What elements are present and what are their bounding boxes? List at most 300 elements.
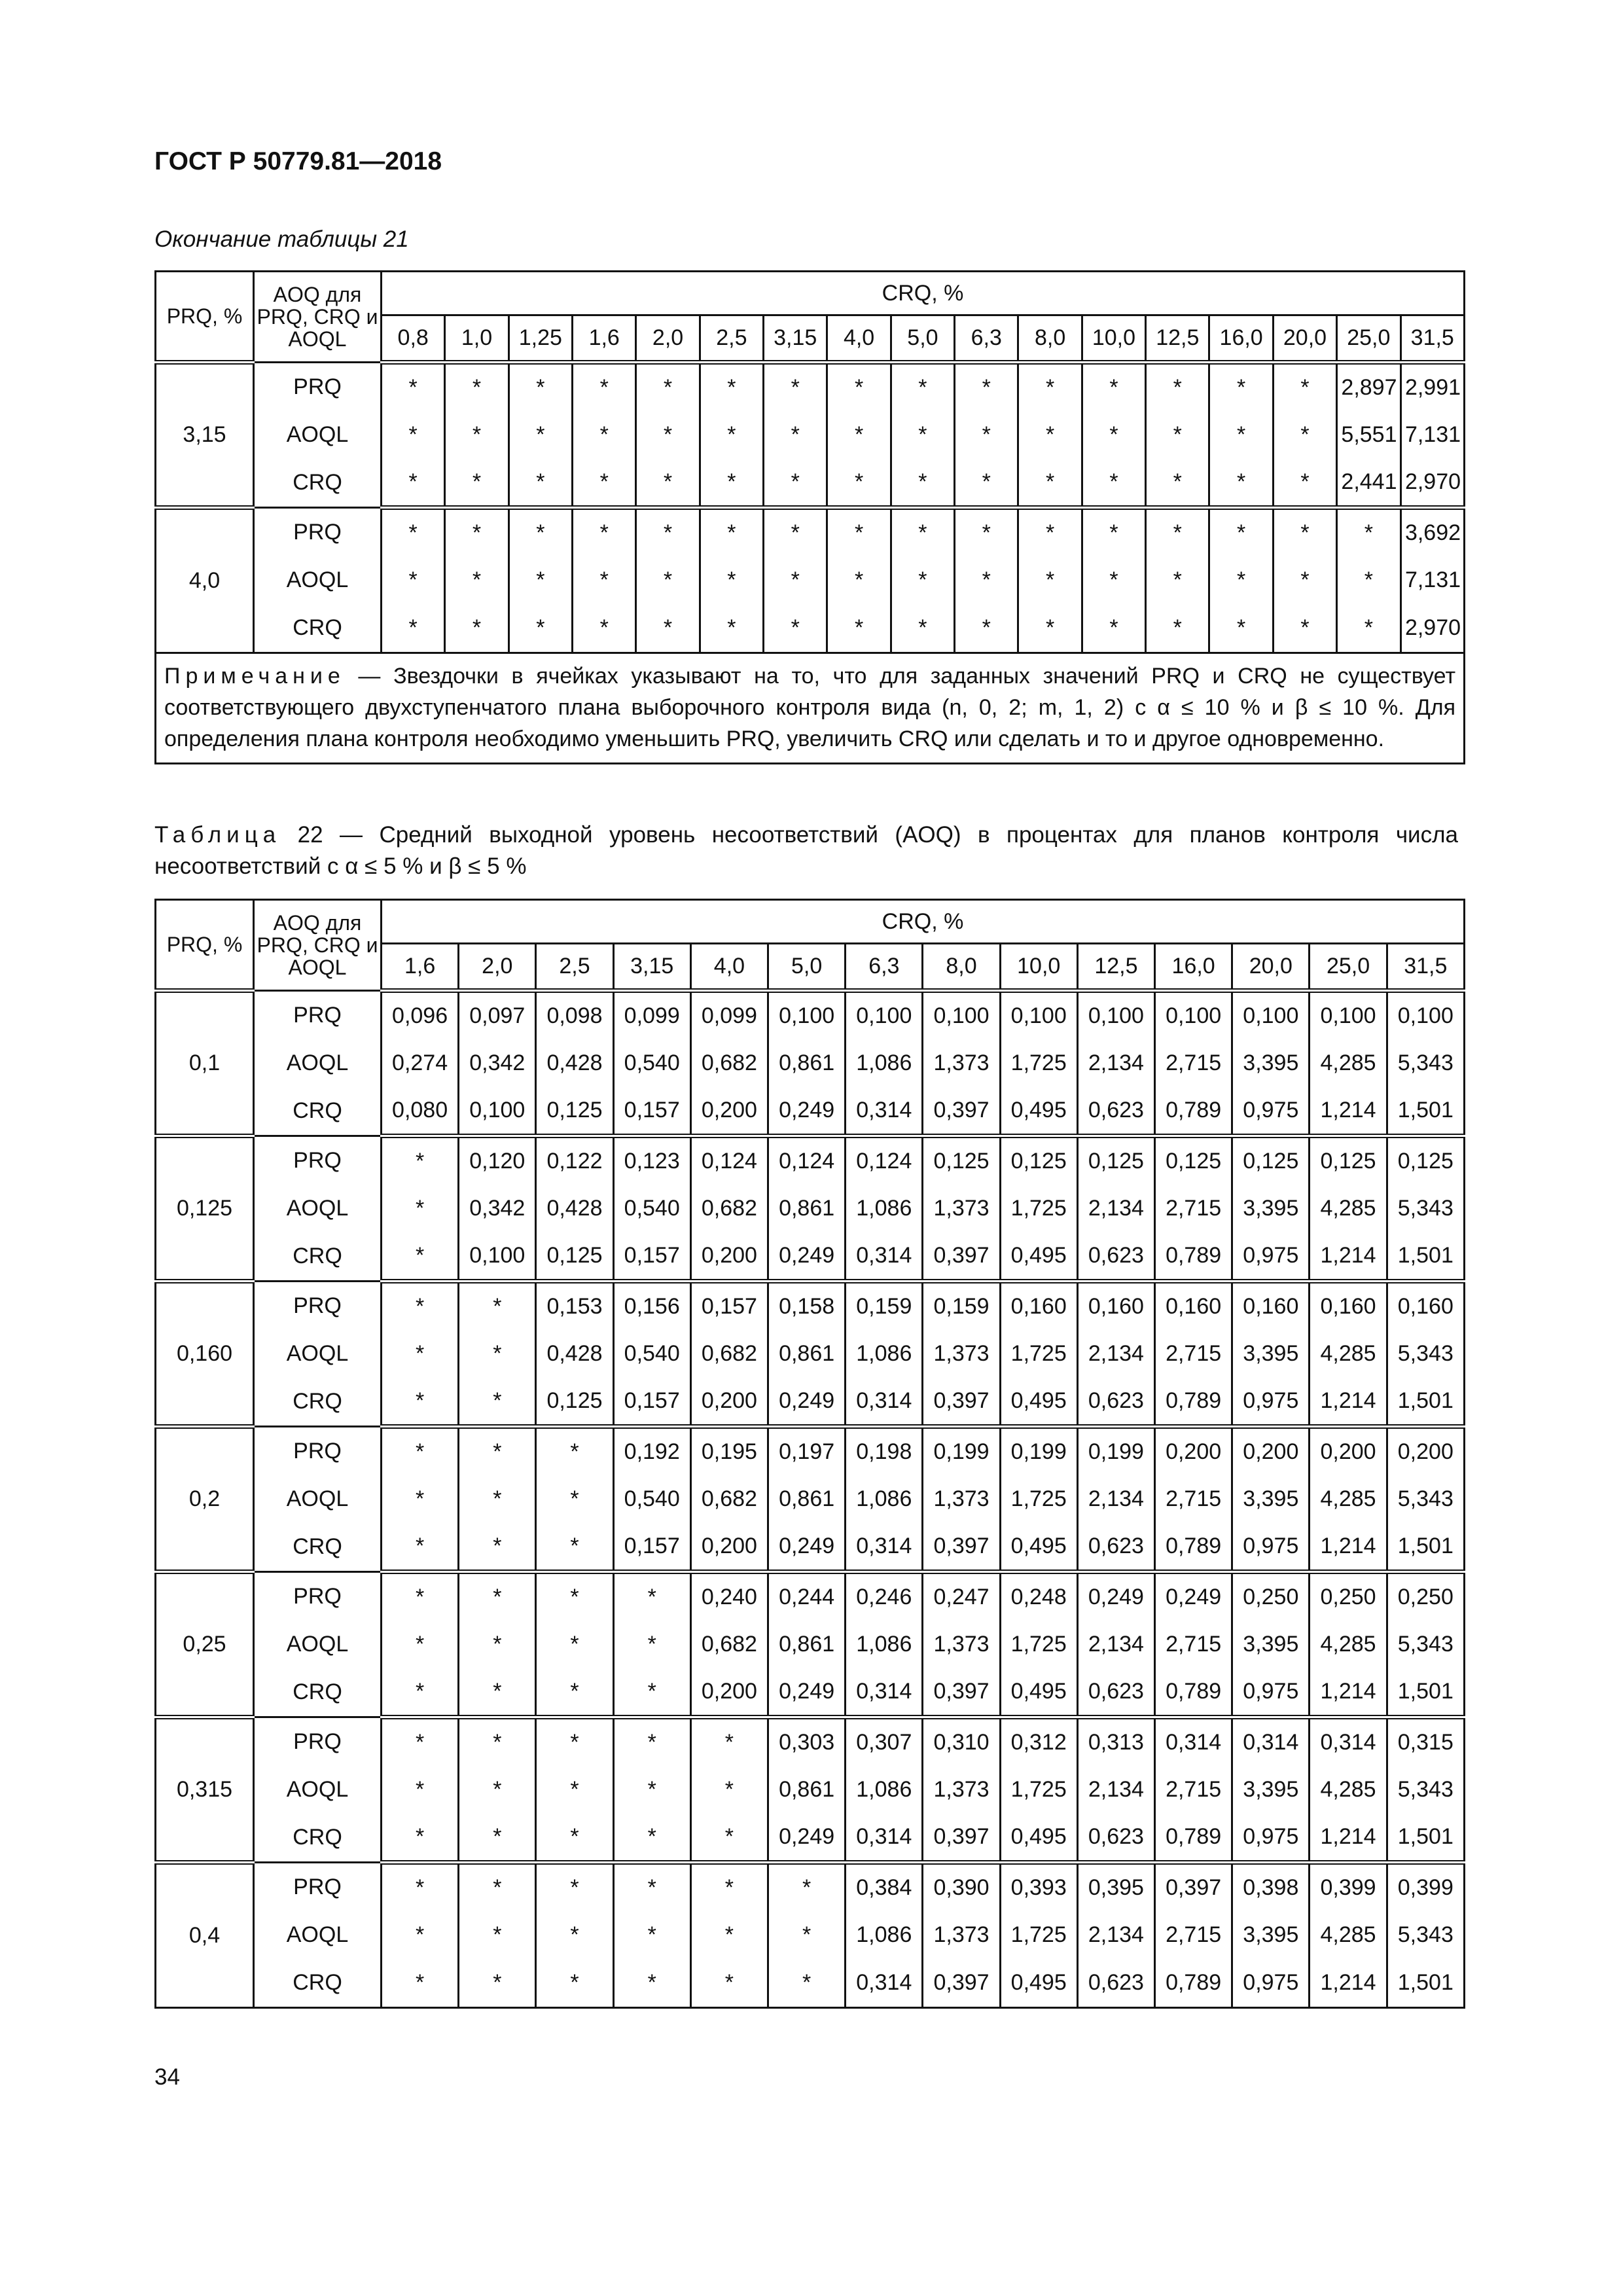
row-label: CRQ xyxy=(254,1378,382,1427)
data-cell: 0,249 xyxy=(768,1814,846,1863)
data-cell: 0,192 xyxy=(613,1427,690,1475)
data-cell: 0,100 xyxy=(1077,991,1154,1039)
table-row xyxy=(156,1378,1465,1427)
data-cell: * xyxy=(459,1572,536,1621)
note-row xyxy=(156,653,1465,764)
data-cell: 1,725 xyxy=(1000,1039,1077,1088)
data-cell: * xyxy=(1018,605,1082,653)
data-cell: * xyxy=(690,1911,768,1960)
data-cell: * xyxy=(1273,508,1336,556)
data-cell: 0,495 xyxy=(1000,1233,1077,1282)
data-cell: 1,086 xyxy=(846,1621,923,1669)
data-cell: 0,246 xyxy=(846,1572,923,1621)
header-crq-value: 12,5 xyxy=(1077,944,1154,991)
row-label: CRQ xyxy=(254,1524,382,1572)
data-cell: 0,100 xyxy=(459,1233,536,1282)
data-cell: * xyxy=(1018,363,1082,411)
data-cell: 0,124 xyxy=(690,1136,768,1185)
header-row xyxy=(156,900,1465,944)
data-cell: 5,343 xyxy=(1387,1330,1464,1378)
data-cell: 0,249 xyxy=(1077,1572,1154,1621)
header-crq-value: 4,0 xyxy=(690,944,768,991)
data-cell: 0,100 xyxy=(1155,991,1232,1039)
row-label: AOQL xyxy=(254,1766,382,1814)
data-cell: 0,125 xyxy=(1232,1136,1310,1185)
data-cell: * xyxy=(536,1669,613,1717)
data-cell: 2,715 xyxy=(1155,1621,1232,1669)
data-cell: * xyxy=(613,1766,690,1814)
data-cell: 3,395 xyxy=(1232,1475,1310,1524)
table-row xyxy=(156,1427,1465,1475)
prq-group-value: 0,315 xyxy=(156,1717,254,1863)
data-cell: 1,086 xyxy=(846,1039,923,1088)
data-cell: 0,160 xyxy=(1387,1282,1464,1330)
data-cell: 4,285 xyxy=(1310,1911,1387,1960)
data-cell: * xyxy=(1337,605,1400,653)
data-cell: 0,249 xyxy=(1155,1572,1232,1621)
data-cell: 0,249 xyxy=(768,1524,846,1572)
data-cell: * xyxy=(613,1960,690,2008)
data-cell: 0,314 xyxy=(846,1088,923,1136)
data-cell: * xyxy=(700,508,763,556)
data-cell: 0,623 xyxy=(1077,1233,1154,1282)
data-cell: 0,096 xyxy=(382,991,459,1039)
data-cell: * xyxy=(459,1766,536,1814)
table-row xyxy=(156,1475,1465,1524)
header-crq-value: 16,0 xyxy=(1155,944,1232,991)
data-cell: * xyxy=(536,1475,613,1524)
data-cell: * xyxy=(1209,459,1273,508)
data-cell: * xyxy=(573,459,636,508)
table-row xyxy=(156,363,1465,411)
data-cell: 2,134 xyxy=(1077,1475,1154,1524)
row-label: AOQL xyxy=(254,1475,382,1524)
data-cell: * xyxy=(382,1475,459,1524)
data-cell: 0,098 xyxy=(536,991,613,1039)
data-cell: * xyxy=(955,459,1018,508)
row-label: PRQ xyxy=(254,1136,382,1185)
data-cell: 0,314 xyxy=(846,1814,923,1863)
data-cell: 0,397 xyxy=(923,1378,1000,1427)
note-text: — Звездочки в ячейках указывают на то, что для заданных значений PRQ и CRQ не существует соответствующего двухступенчатого плана выборочного контроля вида (n, 0, 2; m, 1, 2) с α ≤ 10 % и β ≤ 10 %. Для определения плана контроля необходимо уменьшить PRQ, увеличить CRQ или сделать и то и другое одновременно. xyxy=(164,664,1456,751)
data-cell: 1,214 xyxy=(1310,1669,1387,1717)
data-cell: 4,285 xyxy=(1310,1475,1387,1524)
data-cell: * xyxy=(891,363,954,411)
data-cell: * xyxy=(1082,556,1145,605)
data-cell: * xyxy=(1146,556,1209,605)
data-cell: * xyxy=(459,1378,536,1427)
data-cell: 0,975 xyxy=(1232,1669,1310,1717)
data-cell: * xyxy=(573,363,636,411)
data-cell: 0,975 xyxy=(1232,1378,1310,1427)
header-prq: PRQ, % xyxy=(156,900,254,991)
data-cell: 0,303 xyxy=(768,1717,846,1766)
data-cell: 0,200 xyxy=(1310,1427,1387,1475)
header-crq: CRQ, % xyxy=(382,900,1465,944)
data-cell: 2,897 xyxy=(1337,363,1400,411)
header-crq-value: 31,5 xyxy=(1400,315,1465,363)
data-cell: 0,100 xyxy=(459,1088,536,1136)
header-crq-value: 1,0 xyxy=(445,315,508,363)
data-cell: 0,244 xyxy=(768,1572,846,1621)
prq-group-value: 0,160 xyxy=(156,1282,254,1427)
data-cell: 0,156 xyxy=(613,1282,690,1330)
data-cell: * xyxy=(459,1669,536,1717)
table-row xyxy=(156,1572,1465,1621)
data-cell: * xyxy=(636,556,700,605)
data-cell: * xyxy=(1209,605,1273,653)
prq-group-value: 0,25 xyxy=(156,1572,254,1717)
data-cell: 0,428 xyxy=(536,1330,613,1378)
data-cell: 0,124 xyxy=(846,1136,923,1185)
table-row xyxy=(156,1088,1465,1136)
data-cell: 1,373 xyxy=(923,1039,1000,1088)
prq-group-value: 0,2 xyxy=(156,1427,254,1572)
data-cell: * xyxy=(613,1669,690,1717)
table-row xyxy=(156,1330,1465,1378)
table-row xyxy=(156,1524,1465,1572)
data-cell: 1,725 xyxy=(1000,1185,1077,1233)
data-cell: 0,975 xyxy=(1232,1814,1310,1863)
data-cell: 1,214 xyxy=(1310,1524,1387,1572)
data-cell: 0,247 xyxy=(923,1572,1000,1621)
data-cell: 0,160 xyxy=(1077,1282,1154,1330)
data-cell: 0,153 xyxy=(536,1282,613,1330)
data-cell: 0,682 xyxy=(690,1039,768,1088)
data-cell: * xyxy=(827,459,891,508)
data-cell: 1,725 xyxy=(1000,1911,1077,1960)
data-cell: * xyxy=(536,1621,613,1669)
data-cell: 4,285 xyxy=(1310,1185,1387,1233)
data-cell: 1,086 xyxy=(846,1330,923,1378)
data-cell: 0,250 xyxy=(1387,1572,1464,1621)
data-cell: 3,692 xyxy=(1400,508,1465,556)
header-crq-value: 1,25 xyxy=(508,315,572,363)
data-cell: * xyxy=(613,1717,690,1766)
data-cell: 3,395 xyxy=(1232,1039,1310,1088)
data-cell: 0,122 xyxy=(536,1136,613,1185)
data-cell: * xyxy=(382,1136,459,1185)
header-crq-value: 25,0 xyxy=(1310,944,1387,991)
header-crq-value: 8,0 xyxy=(923,944,1000,991)
data-cell: 0,540 xyxy=(613,1330,690,1378)
data-cell: * xyxy=(768,1960,846,2008)
data-cell: * xyxy=(382,1717,459,1766)
data-cell: 0,975 xyxy=(1232,1088,1310,1136)
data-cell: 0,100 xyxy=(1310,991,1387,1039)
data-cell: * xyxy=(459,1330,536,1378)
table-22 xyxy=(154,899,1465,2009)
data-cell: 0,623 xyxy=(1077,1524,1154,1572)
data-cell: * xyxy=(459,1427,536,1475)
data-cell: * xyxy=(382,1766,459,1814)
document-title: ГОСТ Р 50779.81—2018 xyxy=(154,147,442,175)
data-cell: * xyxy=(1273,556,1336,605)
data-cell: 0,789 xyxy=(1155,1669,1232,1717)
data-cell: 2,134 xyxy=(1077,1911,1154,1960)
data-cell: * xyxy=(636,459,700,508)
data-cell: 7,131 xyxy=(1400,411,1465,459)
header-crq-value: 10,0 xyxy=(1082,315,1145,363)
data-cell: * xyxy=(459,1621,536,1669)
data-cell: 0,495 xyxy=(1000,1524,1077,1572)
data-cell: 0,682 xyxy=(690,1330,768,1378)
data-cell: 0,384 xyxy=(846,1863,923,1911)
data-cell: * xyxy=(955,605,1018,653)
data-cell: * xyxy=(382,363,445,411)
data-cell: * xyxy=(1209,508,1273,556)
data-cell: 4,285 xyxy=(1310,1766,1387,1814)
data-cell: * xyxy=(508,411,572,459)
data-cell: 0,314 xyxy=(846,1960,923,2008)
data-cell: * xyxy=(1082,459,1145,508)
data-cell: 0,623 xyxy=(1077,1814,1154,1863)
data-cell: * xyxy=(536,1960,613,2008)
data-cell: 0,125 xyxy=(536,1378,613,1427)
data-cell: 0,395 xyxy=(1077,1863,1154,1911)
data-cell: 0,248 xyxy=(1000,1572,1077,1621)
data-cell: 0,789 xyxy=(1155,1088,1232,1136)
data-cell: * xyxy=(827,411,891,459)
data-cell: 0,314 xyxy=(1310,1717,1387,1766)
data-cell: 0,097 xyxy=(459,991,536,1039)
data-cell: 0,124 xyxy=(768,1136,846,1185)
header-crq-value: 1,6 xyxy=(382,944,459,991)
data-cell: 1,214 xyxy=(1310,1960,1387,2008)
header-crq-value: 2,5 xyxy=(700,315,763,363)
data-cell: * xyxy=(891,459,954,508)
data-cell: 1,725 xyxy=(1000,1475,1077,1524)
data-cell: * xyxy=(382,459,445,508)
table-21 xyxy=(154,270,1465,764)
data-cell: * xyxy=(1018,459,1082,508)
header-crq-value: 2,5 xyxy=(536,944,613,991)
data-cell: 0,314 xyxy=(846,1669,923,1717)
data-cell: 0,861 xyxy=(768,1330,846,1378)
data-cell: * xyxy=(382,1233,459,1282)
data-cell: * xyxy=(827,556,891,605)
data-cell: 0,540 xyxy=(613,1475,690,1524)
data-cell: 0,198 xyxy=(846,1427,923,1475)
data-cell: * xyxy=(508,363,572,411)
table-row xyxy=(156,1911,1465,1960)
data-cell: * xyxy=(382,1911,459,1960)
data-cell: 1,086 xyxy=(846,1766,923,1814)
data-cell: 1,501 xyxy=(1387,1378,1464,1427)
data-cell: 0,789 xyxy=(1155,1378,1232,1427)
data-cell: 0,314 xyxy=(846,1378,923,1427)
data-cell: 0,199 xyxy=(1000,1427,1077,1475)
header-crq-value: 2,0 xyxy=(636,315,700,363)
data-cell: * xyxy=(1082,605,1145,653)
prq-group-value: 0,1 xyxy=(156,991,254,1136)
data-cell: 2,715 xyxy=(1155,1185,1232,1233)
data-cell: * xyxy=(445,605,508,653)
header-crq-value: 8,0 xyxy=(1018,315,1082,363)
data-cell: * xyxy=(382,1330,459,1378)
table-row xyxy=(156,1233,1465,1282)
data-cell: 1,086 xyxy=(846,1185,923,1233)
data-cell: 0,495 xyxy=(1000,1088,1077,1136)
table-22-caption-label: Таблица xyxy=(154,822,281,848)
data-cell: 2,715 xyxy=(1155,1039,1232,1088)
data-cell: * xyxy=(573,556,636,605)
data-cell: 0,249 xyxy=(768,1233,846,1282)
data-cell: 1,725 xyxy=(1000,1330,1077,1378)
data-cell: 0,789 xyxy=(1155,1960,1232,2008)
data-cell: 0,100 xyxy=(1232,991,1310,1039)
data-cell: * xyxy=(1082,411,1145,459)
row-label: AOQL xyxy=(254,1911,382,1960)
data-cell: 1,086 xyxy=(846,1911,923,1960)
data-cell: 0,397 xyxy=(923,1233,1000,1282)
table-row xyxy=(156,1282,1465,1330)
data-cell: * xyxy=(459,1960,536,2008)
table-row xyxy=(156,1136,1465,1185)
data-cell: * xyxy=(891,605,954,653)
data-cell: 2,134 xyxy=(1077,1330,1154,1378)
data-cell: * xyxy=(459,1863,536,1911)
header-crq-value: 4,0 xyxy=(827,315,891,363)
data-cell: * xyxy=(459,1717,536,1766)
data-cell: 0,310 xyxy=(923,1717,1000,1766)
data-cell: 0,789 xyxy=(1155,1814,1232,1863)
data-cell: 0,623 xyxy=(1077,1669,1154,1717)
data-cell: * xyxy=(690,1863,768,1911)
data-cell: 0,125 xyxy=(1155,1136,1232,1185)
header-crq-value: 5,0 xyxy=(768,944,846,991)
data-cell: 0,100 xyxy=(768,991,846,1039)
data-cell: * xyxy=(1146,605,1209,653)
data-cell: 0,100 xyxy=(846,991,923,1039)
data-cell: * xyxy=(955,411,1018,459)
data-cell: 0,861 xyxy=(768,1766,846,1814)
data-cell: 0,682 xyxy=(690,1621,768,1669)
data-cell: * xyxy=(768,1911,846,1960)
data-cell: * xyxy=(891,508,954,556)
data-cell: * xyxy=(382,1863,459,1911)
data-cell: * xyxy=(382,556,445,605)
data-cell: * xyxy=(459,1911,536,1960)
data-cell: * xyxy=(955,556,1018,605)
data-cell: * xyxy=(459,1524,536,1572)
data-cell: 2,441 xyxy=(1337,459,1400,508)
data-cell: 0,623 xyxy=(1077,1088,1154,1136)
data-cell: 0,249 xyxy=(768,1378,846,1427)
data-cell: * xyxy=(459,1475,536,1524)
data-cell: * xyxy=(613,1911,690,1960)
data-cell: 0,200 xyxy=(690,1669,768,1717)
data-cell: 0,399 xyxy=(1310,1863,1387,1911)
data-cell: * xyxy=(536,1766,613,1814)
data-cell: * xyxy=(891,411,954,459)
data-cell: * xyxy=(508,459,572,508)
data-cell: 1,373 xyxy=(923,1621,1000,1669)
row-label: PRQ xyxy=(254,508,382,556)
data-cell: * xyxy=(536,1427,613,1475)
data-cell: * xyxy=(1082,363,1145,411)
data-cell: * xyxy=(382,1524,459,1572)
data-cell: 0,975 xyxy=(1232,1960,1310,2008)
data-cell: * xyxy=(382,1427,459,1475)
data-cell: 0,160 xyxy=(1000,1282,1077,1330)
data-cell: * xyxy=(1209,556,1273,605)
data-cell: 5,343 xyxy=(1387,1185,1464,1233)
data-cell: * xyxy=(700,605,763,653)
data-cell: 0,682 xyxy=(690,1475,768,1524)
data-cell: 0,274 xyxy=(382,1039,459,1088)
data-cell: * xyxy=(1209,411,1273,459)
data-cell: * xyxy=(1018,556,1082,605)
header-crq-value: 1,6 xyxy=(573,315,636,363)
data-cell: * xyxy=(955,508,1018,556)
data-cell: * xyxy=(573,605,636,653)
header-prq: PRQ, % xyxy=(156,272,254,363)
data-cell: 0,861 xyxy=(768,1185,846,1233)
data-cell: 0,314 xyxy=(846,1233,923,1282)
data-cell: * xyxy=(536,1863,613,1911)
data-cell: 0,342 xyxy=(459,1039,536,1088)
data-cell: 0,540 xyxy=(613,1039,690,1088)
data-cell: * xyxy=(445,363,508,411)
data-cell: 0,159 xyxy=(923,1282,1000,1330)
data-cell: * xyxy=(1273,411,1336,459)
data-cell: 0,100 xyxy=(1000,991,1077,1039)
row-label: CRQ xyxy=(254,1088,382,1136)
data-cell: * xyxy=(700,411,763,459)
data-cell: * xyxy=(459,1282,536,1330)
data-cell: * xyxy=(459,1814,536,1863)
data-cell: * xyxy=(613,1863,690,1911)
data-cell: 0,623 xyxy=(1077,1960,1154,2008)
table-row xyxy=(156,1814,1465,1863)
prq-group-value: 0,125 xyxy=(156,1136,254,1282)
data-cell: * xyxy=(536,1524,613,1572)
data-cell: * xyxy=(827,508,891,556)
data-cell: 0,397 xyxy=(923,1814,1000,1863)
data-cell: * xyxy=(382,605,445,653)
row-label: PRQ xyxy=(254,1427,382,1475)
data-cell: 0,197 xyxy=(768,1427,846,1475)
data-cell: 0,125 xyxy=(923,1136,1000,1185)
data-cell: * xyxy=(613,1572,690,1621)
data-cell: 0,314 xyxy=(1232,1717,1310,1766)
row-label: PRQ xyxy=(254,1572,382,1621)
data-cell: * xyxy=(1337,556,1400,605)
data-cell: 0,158 xyxy=(768,1282,846,1330)
data-cell: * xyxy=(1082,508,1145,556)
page-number: 34 xyxy=(154,2064,180,2090)
prq-group-value: 3,15 xyxy=(156,363,254,508)
header-crq-value: 10,0 xyxy=(1000,944,1077,991)
data-cell: 4,285 xyxy=(1310,1039,1387,1088)
data-cell: * xyxy=(382,1669,459,1717)
data-cell: 0,428 xyxy=(536,1039,613,1088)
data-cell: 3,395 xyxy=(1232,1766,1310,1814)
data-cell: * xyxy=(1146,508,1209,556)
data-cell: 0,125 xyxy=(1310,1136,1387,1185)
data-cell: 0,314 xyxy=(1155,1717,1232,1766)
table-22-caption xyxy=(154,819,1458,882)
data-cell: 1,501 xyxy=(1387,1669,1464,1717)
data-cell: 2,134 xyxy=(1077,1766,1154,1814)
data-cell: * xyxy=(445,411,508,459)
header-crq-value: 20,0 xyxy=(1273,315,1336,363)
data-cell: * xyxy=(382,508,445,556)
data-cell: 0,315 xyxy=(1387,1717,1464,1766)
header-crq: CRQ, % xyxy=(382,272,1465,315)
data-cell: 0,861 xyxy=(768,1039,846,1088)
